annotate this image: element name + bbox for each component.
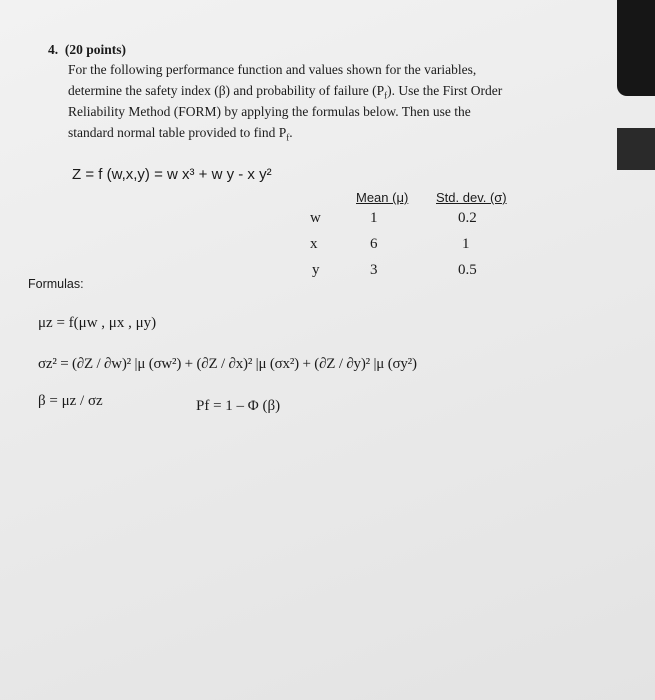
std-header: Std. dev. (σ)	[436, 190, 507, 205]
formula-beta: β = μz / σz	[38, 393, 103, 409]
performance-function: Z = f (w,x,y) = w x³ + w y - x y²	[72, 166, 272, 183]
formula-sigma-z: σz² = (∂Z / ∂w)² |μ (σw²) + (∂Z / ∂x)² |μ (σx²) + (∂Z / ∂y)² |μ (σy²)	[38, 356, 417, 372]
question-line-3: Reliability Method (FORM) by applying the formulas below. Then use the	[68, 104, 471, 119]
table-row-var: w	[310, 210, 321, 226]
table-row-mean: 3	[370, 262, 378, 278]
question-number: 4. (20 points)	[48, 42, 127, 57]
table-row-var: x	[310, 236, 318, 252]
mean-header: Mean (μ)	[356, 190, 409, 205]
table-row-var: y	[312, 262, 320, 278]
table-row-mean: 6	[370, 236, 378, 252]
table-row-std: 0.2	[458, 210, 477, 226]
question-line-4: standard normal table provided to find $P_f$.	[68, 125, 293, 143]
table-row-mean: 1	[370, 210, 378, 226]
formula-mu-z: μz = f(μw , μx , μy)	[38, 315, 157, 331]
dark-edge-top	[617, 0, 655, 96]
dark-edge-mid	[617, 128, 655, 170]
question-line-2: determine the safety index (β) and probability of failure $(P_f)$. Use the First Order	[68, 83, 503, 101]
table-row-std: 1	[462, 236, 470, 252]
question-line-1: For the following performance function and values shown for the variables,	[68, 62, 477, 77]
formula-pf: Pf = 1 – Φ (β)	[196, 398, 281, 414]
table-row-std: 0.5	[458, 262, 477, 278]
formulas-label: Formulas:	[28, 277, 84, 291]
